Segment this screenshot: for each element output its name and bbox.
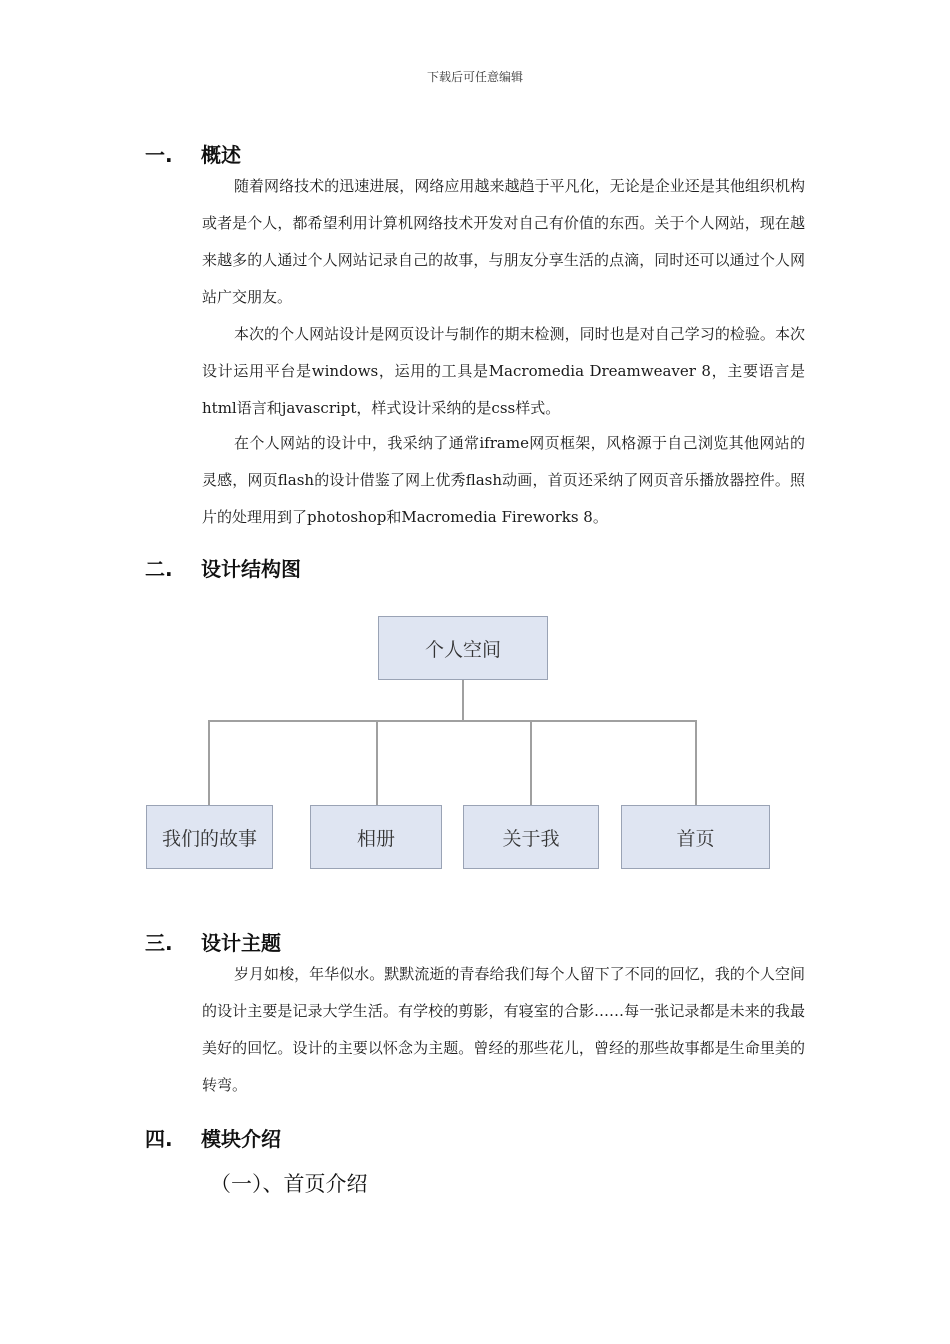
paragraph: 在个人网站的设计中，我采纳了通常iframe网页框架，风格源于自己浏览其他网站的灵感，网页flash的设计借鉴了网上优秀flash动画，首页还采纳了网页音乐播放器控件。照片的处理用到了photoshop和Macromedia Fireworks 8。: [202, 434, 805, 526]
section-heading-1: [145, 139, 241, 168]
diagram-child-node: 相册: [310, 805, 442, 869]
diagram-child-node: 关于我: [463, 805, 599, 869]
section-number: 三.: [145, 931, 173, 955]
section-title: 模块介绍: [201, 1127, 281, 1151]
section-title: 设计主题: [201, 931, 281, 955]
section-heading-2: [145, 553, 301, 582]
section-number: 四.: [145, 1127, 173, 1151]
connector-line: [208, 720, 210, 805]
connector-line: [376, 720, 378, 805]
paragraph: 岁月如梭，年华似水。默默流逝的青春给我们每个人留下了不同的回忆，我的个人空间的设计主要是记录大学生活。有学校的剪影，有寝室的合影……每一张记录都是未来的我最美好的回忆。设计的主要以怀念为主题。曾经的那些花儿，曾经的那些故事都是生命里美的转弯。: [202, 965, 805, 1094]
paragraph: 随着网络技术的迅速进展，网络应用越来越趋于平凡化，无论是企业还是其他组织机构或者是个人，都希望利用计算机网络技术开发对自己有价值的东西。关于个人网站，现在越来越多的人通过个人网站记录自己的故事，与朋友分享生活的点滴，同时还可以通过个人网站广交朋友。: [202, 177, 805, 306]
subsection-title: （一）、首页介绍: [210, 1172, 368, 1196]
diagram-child-node: 首页: [621, 805, 770, 869]
section-number: 二.: [145, 557, 173, 581]
section-title: 概述: [201, 143, 241, 167]
paragraph: 本次的个人网站设计是网页设计与制作的期末检测，同时也是对自己学习的检验。本次设计运用平台是windows，运用的工具是Macromedia Dreamweaver 8，主要语言是html语言和javascript，样式设计采纳的是css样式。: [202, 325, 805, 417]
connector-line: [695, 720, 697, 805]
connector-line: [530, 720, 532, 805]
connector-line: [208, 720, 696, 722]
section-title: 设计结构图: [201, 557, 301, 581]
diagram-root-node: 个人空间: [378, 616, 548, 680]
section-number: 一.: [145, 143, 173, 167]
section-heading-3: [145, 927, 281, 956]
watermark-text: 下载后可任意编辑: [426, 70, 523, 84]
section-heading-4: [145, 1123, 281, 1152]
diagram-child-node: 我们的故事: [146, 805, 273, 869]
connector-line: [462, 680, 464, 721]
